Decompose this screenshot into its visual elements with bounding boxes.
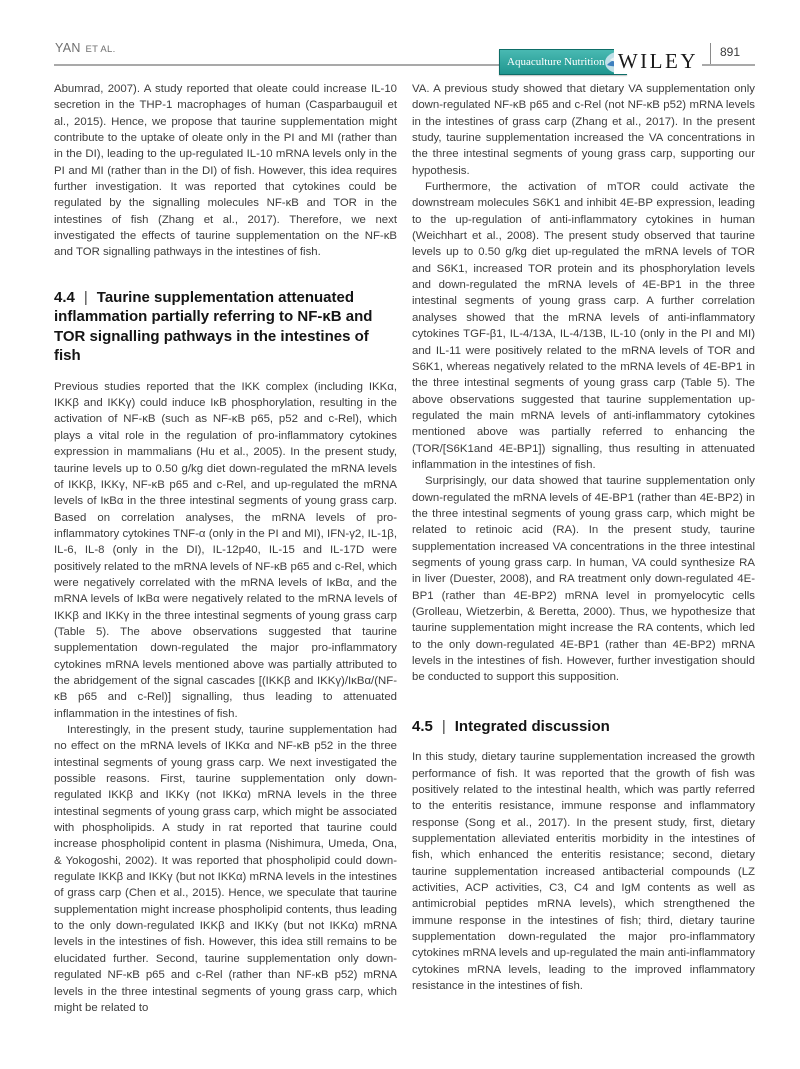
journal-badge-label: Aquaculture Nutrition [507, 56, 605, 68]
section-heading-4-4 [54, 288, 397, 366]
running-head-etal: ET AL. [85, 44, 116, 55]
journal-badge [499, 49, 627, 75]
paragraph: VA. A previous study showed that dietary VA supplementation only down-regulated NF-κB p65 and c-Rel (not NF-κB p52) mRNA levels in the intestines of grass carp (Zhang et al., 2017). In the present study, taurine supplementation increased the VA concentrations in the three intestinal segments of young grass carp, supporting our hypothesis. [412, 83, 755, 177]
page-header [54, 18, 755, 73]
paragraph: Interestingly, in the present study, taurine supplementation had no effect on the mRNA levels of IKKα and NF-κB p52 in the three intestinal segments of young grass carp. We next investigated the possible reasons. First, taurine supplementation only down-regulated IKKβ and IKKγ (not IKKα) mRNA levels in the three intestinal segments of young grass carp, which might be associated with phospholipids. A study in rat reported that taurine could increase phospholipid content in plasma (Nishimura, Umeda, Ona, & Yokogoshi, 2002). It was reported that phospholipid could down-regulate IKKβ and IKKγ (but not IKKα) mRNA levels in the intestines of grass carp (Chen et al., 2015). Hence, we speculate that taurine supplementation might increase phospholipid contents, thus leading to the only down-regulated IKKβ and IKKγ (but not IKKα) mRNA levels in the intestines of fish. However, this idea still remains to be elucidated further. Second, taurine supplementation only down-regulated NF-κB p65 and c-Rel (rather than NF-κB p52) mRNA levels in the three intestinal segments of young grass carp, which might be related to [54, 724, 397, 1014]
section-number: 4.5 [412, 717, 433, 735]
article-body [54, 81, 755, 1016]
paragraph: In this study, dietary taurine supplementation increased the growth performance of fish. It was reported that the growth of fish was positively related to the intestinal health, which was partly referred to the enteritis resistance, immune response and inflammatory response (Song et al., 2017). In the present study, first, dietary supplementation alleviated enteritis morbidity in the intestines of fish, which enhanced the enteritis resistance; second, dietary taurine supplementation increased antibacterial compounds (LZ activities, ACP activities, C3, C4 and IgM contents as well as antimicrobial peptides mRNA levels), which strengthened the immune response in the intestines of fish; third, dietary taurine supplementation down-regulated the major pro-inflammatory cytokines mRNA levels and up-regulated the main anti-inflammatory cytokines mRNA levels, leading to the improved inflammatory resistance in the intestines of fish. [412, 751, 755, 993]
page-number: 891 [719, 45, 740, 59]
right-column [412, 81, 755, 1016]
paragraph: Previous studies reported that the IKK complex (including IKKα, IKKβ and IKKγ) could induce IκB phosphorylation, resulting in the activation of NF-κB (such as NF-κB p65, p52 and c-Rel), which plays a vital role in the regulation of pro-inflammatory cytokines expression in mammalians (Hu et al., 2005). In the present study, taurine levels up to 0.50 g/kg diet down-regulated the mRNA levels of IKKβ, IKKγ, NF-κB p65 and c-Rel, and up-regulated the mRNA levels of IκBα in the three intestinal segments of young grass carp. Based on correlation analyses, the mRNA levels of pro-inflammatory cytokines TNF-α (only in the PI and MI), IFN-γ2, IL-1β, IL-6, IL-8 (only in the DI), IL-12p40, IL-15 and IL-17D were positively related to the mRNA levels of NF-κB p65 and c-Rel, which were negatively correlated with the mRNA levels of IκBα, and the mRNA levels of IκBα were negatively related to the mRNA levels of IKKβ and IKKγ in the three intestinal segments of young grass carp (Table 5). The above observations suggested that taurine supplementation down-regulated the major pro-inflammatory cytokines mRNA levels mentioned above was partially attributed to the abridgement of the signal cascades [(IKKβ and IKKγ)/IκBα/(NF-κB p65 and c-Rel)] signalling, thus leading to attenuated inflammation in the intestines of fish. [54, 380, 397, 720]
section-title: Integrated discussion [454, 717, 610, 735]
section-number: 4.4 [54, 288, 75, 306]
paragraph: Furthermore, the activation of mTOR could activate the downstream molecules S6K1 and inhibit 4E-BP expression, leading to the up-regulation of anti-inflammatory cytokines in human (Weichhart et al., 2008). The present study observed that taurine levels up to 0.50 g/kg diet up-regulated the mRNA levels of TOR and S6K1, increased TOR protein and its phosphorylation levels and down-regulated the mRNA levels of 4E-BP1 in the three intestinal segments of young grass carp. A further correlation analyses showed that the mRNA levels of anti-inflammatory cytokines TGF-β1, IL-4/13A, IL-4/13B, IL-10 (only in the PI and MI) and IL-11 were positively related to the mRNA levels of TOR and S6K1, whereas negatively related to the mRNA levels of 4E-BP1 in the three intestinal segments of young grass carp (Table 5). The above observations suggested that taurine supplementation up-regulated the main mRNA levels of anti-inflammatory cytokines mentioned above was partially referred to enhancing the (TOR/[S6K1and 4E-BP1]) signalling, thus resulting in attenuated inflammation in the intestines of fish. [412, 181, 755, 471]
paragraph: Abumrad, 2007). A study reported that oleate could increase IL-10 secretion in the THP-1 macrophages of human (Casparbauguil et al., 2015). Hence, we propose that taurine supplementation might contribute to the uptake of oleate only in the PI and MI (rather than in the DI), leading to the up-regulated IL-10 mRNA levels only in the PI and MI (rather than in the DI) of fish. However, this idea requires further investigation. It was reported that cytokines could be regulated by the signalling molecules NF-κB and TOR in the intestines of fish (Zhang et al., 2017). Therefore, we next investigated the effects of taurine supplementation on the NF-κB and TOR signalling pathways in the intestines of fish. [54, 83, 397, 259]
section-divider: | [83, 288, 88, 306]
running-head-author: YAN [55, 41, 81, 55]
paragraph: Surprisingly, our data showed that taurine supplementation only down-regulated the mRNA levels of 4E-BP1 (rather than 4E-BP2) in the three intestinal segments of young grass carp, which might be related to retinoic acid (RA). In the present study, taurine supplementation increased VA concentrations in the three intestinal segments of young grass carp. In human, VA could synthesize RA in liver (Duester, 2008), and RA treatment only down-regulated 4E-BP1 (rather than 4E-BP2) mRNA level in promyelocytic cells (Grolleau, Wietzerbin, & Beretta, 2000). Thus, we hypothesize that taurine supplementation might increase the RA contents, which led to the only down-regulated 4E-BP1 (rather than 4E-BP2) mRNA levels in the intestines of fish. However, further investigation should be conducted to support this supposition. [412, 475, 755, 684]
running-head [55, 39, 116, 57]
left-column [54, 81, 397, 1016]
publisher-logo: WILEY [614, 49, 702, 74]
section-heading-4-5 [412, 717, 755, 737]
page-number-tick [710, 43, 711, 64]
section-title: Taurine supplementation attenuated inflammation partially referring to NF-κB and TOR signalling pathways in the intestines of fish [54, 288, 373, 365]
section-divider: | [441, 717, 446, 735]
